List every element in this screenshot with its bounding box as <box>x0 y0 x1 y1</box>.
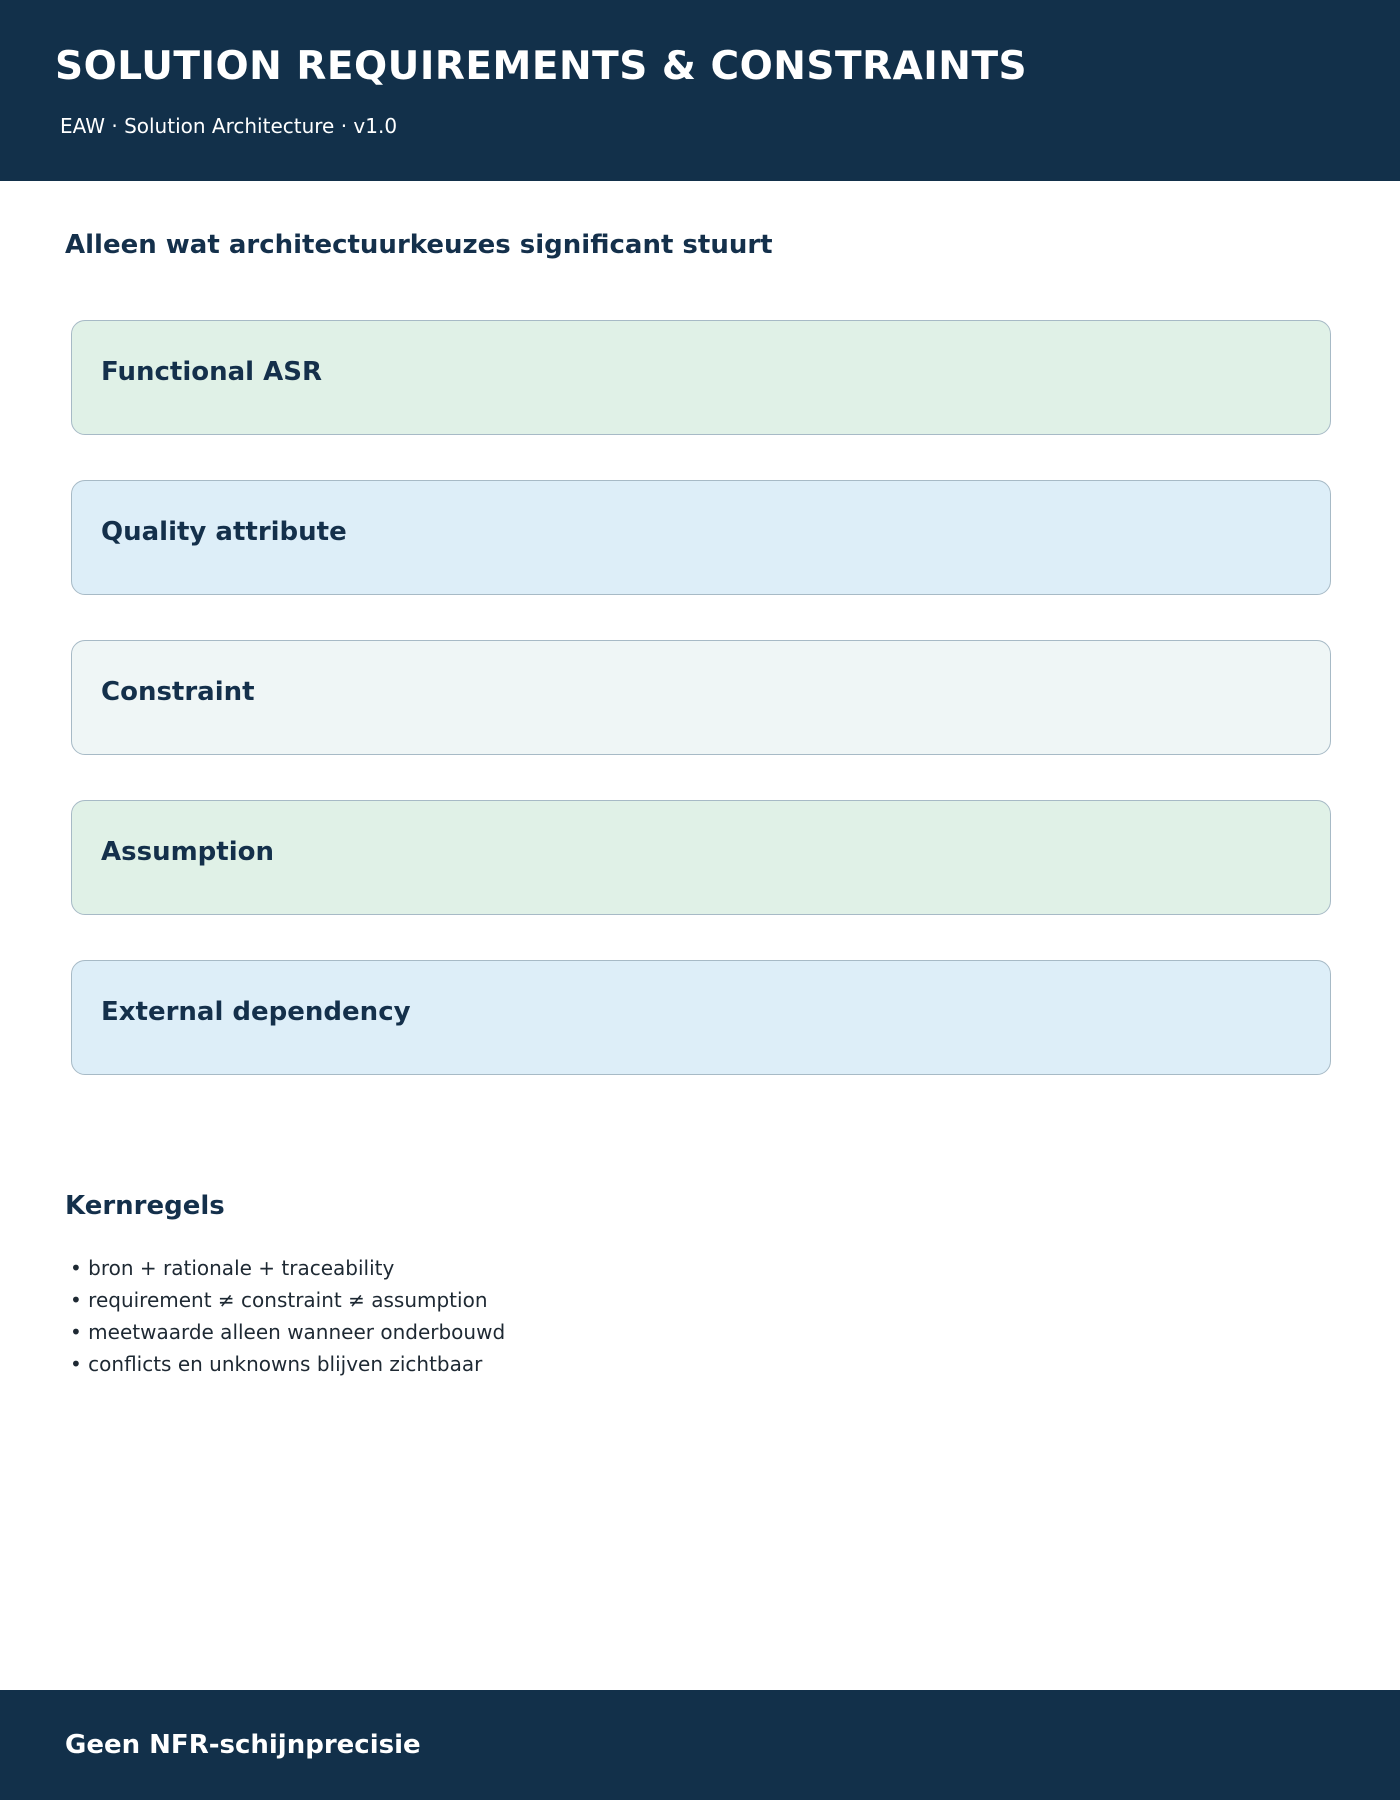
page-subtitle: EAW · Solution Architecture · v1.0 <box>60 114 398 138</box>
category-card-external-dependency <box>71 960 1331 1075</box>
category-label: Functional ASR <box>101 357 322 387</box>
footer-text: Geen NFR-schijnprecisie <box>65 1730 421 1760</box>
rule-item: • bron + rationale + traceability <box>70 1256 395 1280</box>
category-card-quality-attribute <box>71 480 1331 595</box>
category-card-constraint <box>71 640 1331 755</box>
category-label: Constraint <box>101 677 255 707</box>
rules-list <box>70 1252 505 1380</box>
page-footer <box>0 1690 1400 1800</box>
category-list <box>71 320 1331 1120</box>
rule-item: • meetwaarde alleen wanneer onderbouwd <box>70 1320 506 1344</box>
rule-item: • conflicts en unknowns blijven zichtbaar <box>70 1352 483 1376</box>
intro-heading: Alleen wat architectuurkeuzes significant stuurt <box>65 230 773 260</box>
rules-heading: Kernregels <box>65 1191 225 1221</box>
category-label: External dependency <box>101 997 411 1027</box>
page-header <box>0 0 1400 181</box>
category-label: Quality attribute <box>101 517 347 547</box>
category-label: Assumption <box>101 837 274 867</box>
category-card-functional-asr <box>71 320 1331 435</box>
category-card-assumption <box>71 800 1331 915</box>
page-title: SOLUTION REQUIREMENTS & CONSTRAINTS <box>55 44 1028 89</box>
rule-item: • requirement ≠ constraint ≠ assumption <box>70 1288 488 1312</box>
